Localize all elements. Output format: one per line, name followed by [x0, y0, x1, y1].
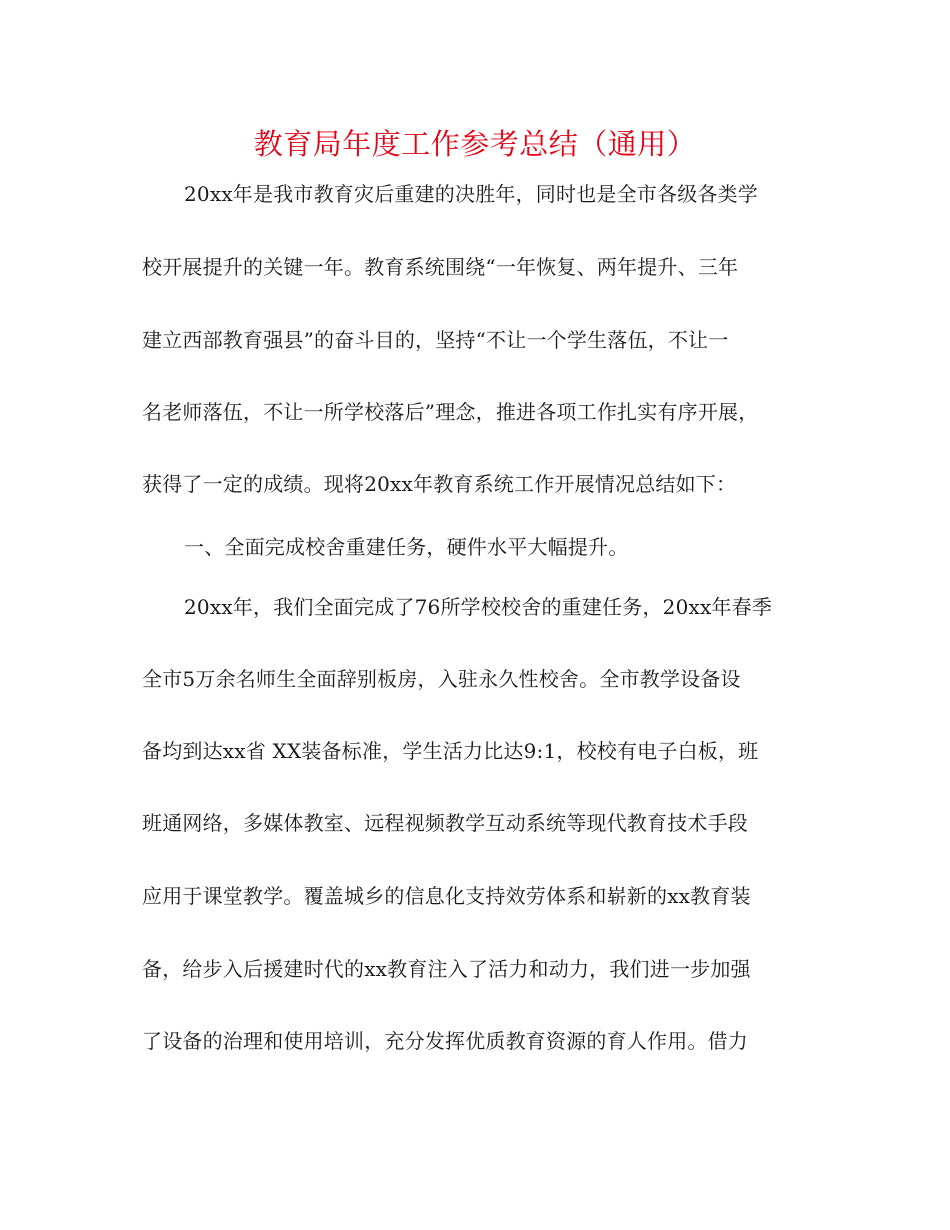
- document-title: 教育局年度工作参考总结（通用）: [253, 127, 697, 161]
- paragraph-2-line-3: 备均到达xx省 XX装备标准，学生活力比达9:1，校校有电子白板，班: [142, 739, 759, 763]
- paragraph-2-line-7: 了设备的治理和使用培训，充分发挥优质教育资源的育人作用。借力: [142, 1029, 748, 1053]
- paragraph-1-line-1: 20xx年是我市教育灾后重建的决胜年，同时也是全市各级各类学: [184, 182, 759, 206]
- paragraph-2-line-6: 备，给步入后援建时代的xx教育注入了活力和动力，我们进一步加强: [142, 957, 751, 981]
- paragraph-1-line-4: 名老师落伍，不让一所学校落后”理念，推进各项工作扎实有序开展，: [142, 400, 759, 424]
- paragraph-2-line-1: 20xx年，我们全面完成了76所学校校舍的重建任务，20xx年春季: [184, 595, 773, 619]
- paragraph-2-line-4: 班通网络，多媒体教室、远程视频教学互动系统等现代教育技术手段: [142, 811, 748, 835]
- paragraph-2-line-5: 应用于课堂教学。覆盖城乡的信息化支持效劳体系和崭新的xx教育装: [142, 884, 751, 908]
- paragraph-1-line-5: 获得了一定的成绩。现将20xx年教育系统工作开展情况总结如下：: [142, 472, 737, 496]
- paragraph-1-line-3: 建立西部教育强县”的奋斗目的，坚持“不让一个学生落伍，不让一: [142, 328, 729, 352]
- section-heading-1: 一、全面完成校舍重建任务，硬件水平大幅提升。: [184, 535, 629, 559]
- paragraph-1-line-2: 校开展提升的关键一年。教育系统围绕“一年恢复、两年提升、三年: [142, 255, 739, 279]
- paragraph-2-line-2: 全市5万余名师生全面辞别板房，入驻永久性校舍。全市教学设备设: [142, 667, 741, 691]
